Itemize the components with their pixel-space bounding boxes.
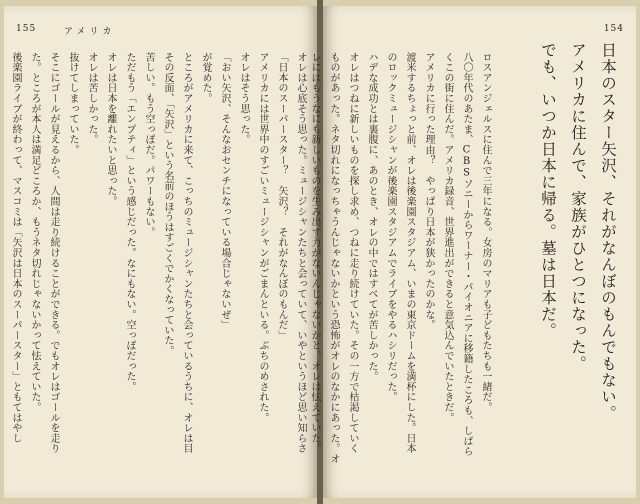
text-line: 渡米するちょっと前、オレは後楽園スタジアム、いまの東京ドームを満杯にした。日本: [404, 52, 415, 454]
text-line: オレはそう思った。: [238, 52, 249, 145]
lead-line: アメリカに住んで、家族がひとつになった。: [569, 42, 587, 372]
text-line: アメリカには世界中のすごいミュージシャンがごまんといる。ぶちのめされた。: [257, 52, 268, 423]
text-line: ものがあった。ネタ切れになっちゃうんじゃないかという恐怖がオレのなかにあった。オ: [328, 52, 339, 464]
text-line: た。ところが本人は満足どころか、もうネタ切れじゃないかって怯えていた。: [29, 52, 40, 413]
text-line: オレはつねに新しいものを探し求め、つねに走り続けていた。その一方で枯渇していく: [347, 52, 358, 454]
lead-line: 日本のスター矢沢、それがなんぼのもんでもない。: [599, 42, 617, 422]
text-line: レにはもうなにも新しいものを生み出す力がないんじゃないかと、オレは怯えていた。: [309, 52, 320, 454]
text-line: くこの街に住んだ。アメリカ録音、世界進出ができると意気込んでいたときだ。: [442, 52, 453, 423]
text-line: のロックミュージシャンが後楽園スタジアムでライブをやるハシリだった。: [385, 52, 396, 403]
text-line: ロスアンジェルスに住んで三年になる。女房のマリアも子どもたちも一緒だ。: [480, 52, 491, 413]
running-header: アメリカ: [64, 27, 116, 37]
right-page-number: 154: [603, 24, 624, 34]
text-line: 八〇年代のあたま、CBSソニーからワーナー・パイオニアに移籍したころも、しばら: [461, 52, 472, 457]
text-line: そこにゴールが見えるから、人間は走り続けることができる。でもオレはゴールを走り: [48, 52, 59, 454]
text-line: ただもう「エンプティ」という感じだった。なにもない。空っぽだった。: [124, 52, 135, 392]
right-page: [309, 6, 636, 498]
text-line: 「おい矢沢、そんなおセンチになっている場合じゃないぜ」: [219, 52, 230, 331]
text-line: 後楽園ライブが終わって、マスコミは「矢沢は日本のスーパースター」ともてはやし: [10, 52, 21, 444]
text-line: アメリカに行った理由？ やっぱり日本が狭かったのかな。: [423, 52, 434, 331]
text-line: ハデな成功とは裏腹に、あのとき、オレの中ではすべてが苦しかった。: [366, 52, 377, 382]
right-body-text: [309, 52, 495, 484]
lead-line: でも、いつか日本に帰る。墓は日本だ。: [539, 42, 557, 339]
text-line: オレは日本を離れたいと思った。: [105, 52, 116, 207]
text-line: オレは苦しかった。: [86, 52, 97, 145]
left-page-number: 155: [16, 24, 37, 34]
text-line: が覚めた。: [200, 52, 211, 104]
left-page: [4, 6, 317, 498]
text-line: 「日本のスーパースター？ 矢沢？ それがなんぼのもんだ」: [276, 52, 287, 341]
text-line: オレは心底そう思った。ミュージシャンたちと会っていて、いやというほど思い知らさ: [295, 52, 306, 454]
text-line: ところがアメリカに来て、こっちのミュージシャンたちと会っているうちに、オレは目: [181, 52, 192, 454]
text-line: 抜けてしまっていた。: [67, 52, 78, 155]
chapter-lead: [513, 42, 623, 482]
text-line: その反面、「矢沢」という名前のほうはすごくでかくなっていた。: [162, 52, 173, 356]
text-line: 苦しい。もう空っぽだ。パワーもない。: [143, 52, 154, 238]
left-body-text: [10, 52, 310, 484]
